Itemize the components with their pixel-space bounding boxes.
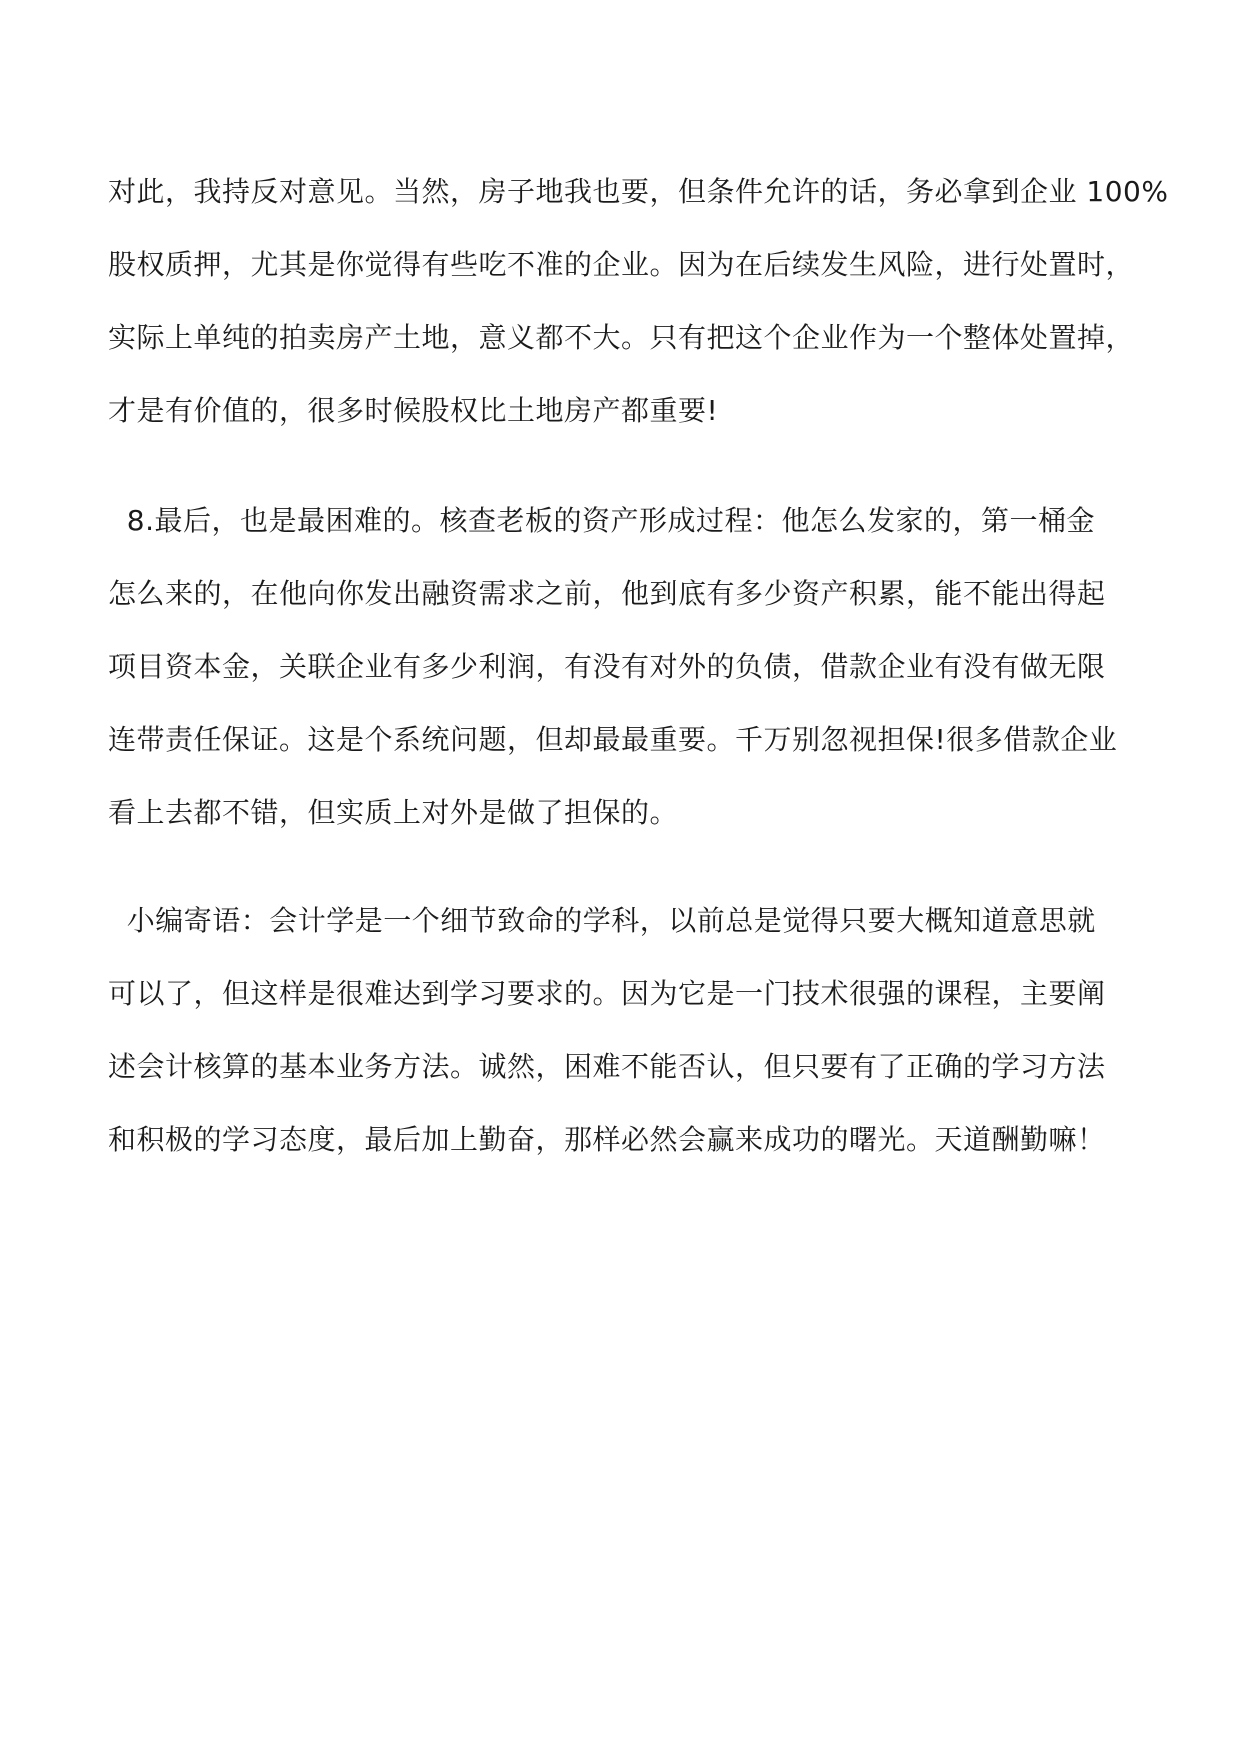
text-line: 小编寄语：会计学是一个细节致命的学科，以前总是觉得只要大概知道意思就: [108, 904, 1096, 937]
text-line: 对此，我持反对意见。当然，房子地我也要，但条件允许的话，务必拿到企业 100%: [108, 175, 1169, 208]
paragraph-equity-pledge: [108, 155, 1169, 447]
text-line: 连带责任保证。这是个系统问题，但却最最重要。千万别忽视担保!很多借款企业: [108, 723, 1118, 756]
text-line: 看上去都不错，但实质上对外是做了担保的。: [108, 796, 679, 829]
paragraph-asset-verification: [108, 484, 1148, 849]
text-line: 可以了，但这样是很难达到学习要求的。因为它是一门技术很强的课程，主要阐: [108, 977, 1106, 1010]
text-line: 才是有价值的，很多时候股权比土地房产都重要!: [108, 394, 719, 427]
text-line: 和积极的学习态度，最后加上勤奋，那样必然会赢来成功的曙光。天道酬勤嘛！: [108, 1123, 1106, 1156]
text-line: 项目资本金，关联企业有多少利润，有没有对外的负债，借款企业有没有做无限: [108, 650, 1106, 683]
text-line: 8.最后，也是最困难的。核查老板的资产形成过程：他怎么发家的，第一桶金: [108, 504, 1096, 537]
text-line: 怎么来的，在他向你发出融资需求之前，他到底有多少资产积累，能不能出得起: [108, 577, 1106, 610]
text-line: 述会计核算的基本业务方法。诚然，困难不能否认，但只要有了正确的学习方法: [108, 1050, 1106, 1083]
text-line: 实际上单纯的拍卖房产土地，意义都不大。只有把这个企业作为一个整体处置掉，: [108, 321, 1135, 354]
text-line: 股权质押，尤其是你觉得有些吃不准的企业。因为在后续发生风险，进行处置时，: [108, 248, 1135, 281]
paragraph-editor-note: [108, 884, 1148, 1176]
